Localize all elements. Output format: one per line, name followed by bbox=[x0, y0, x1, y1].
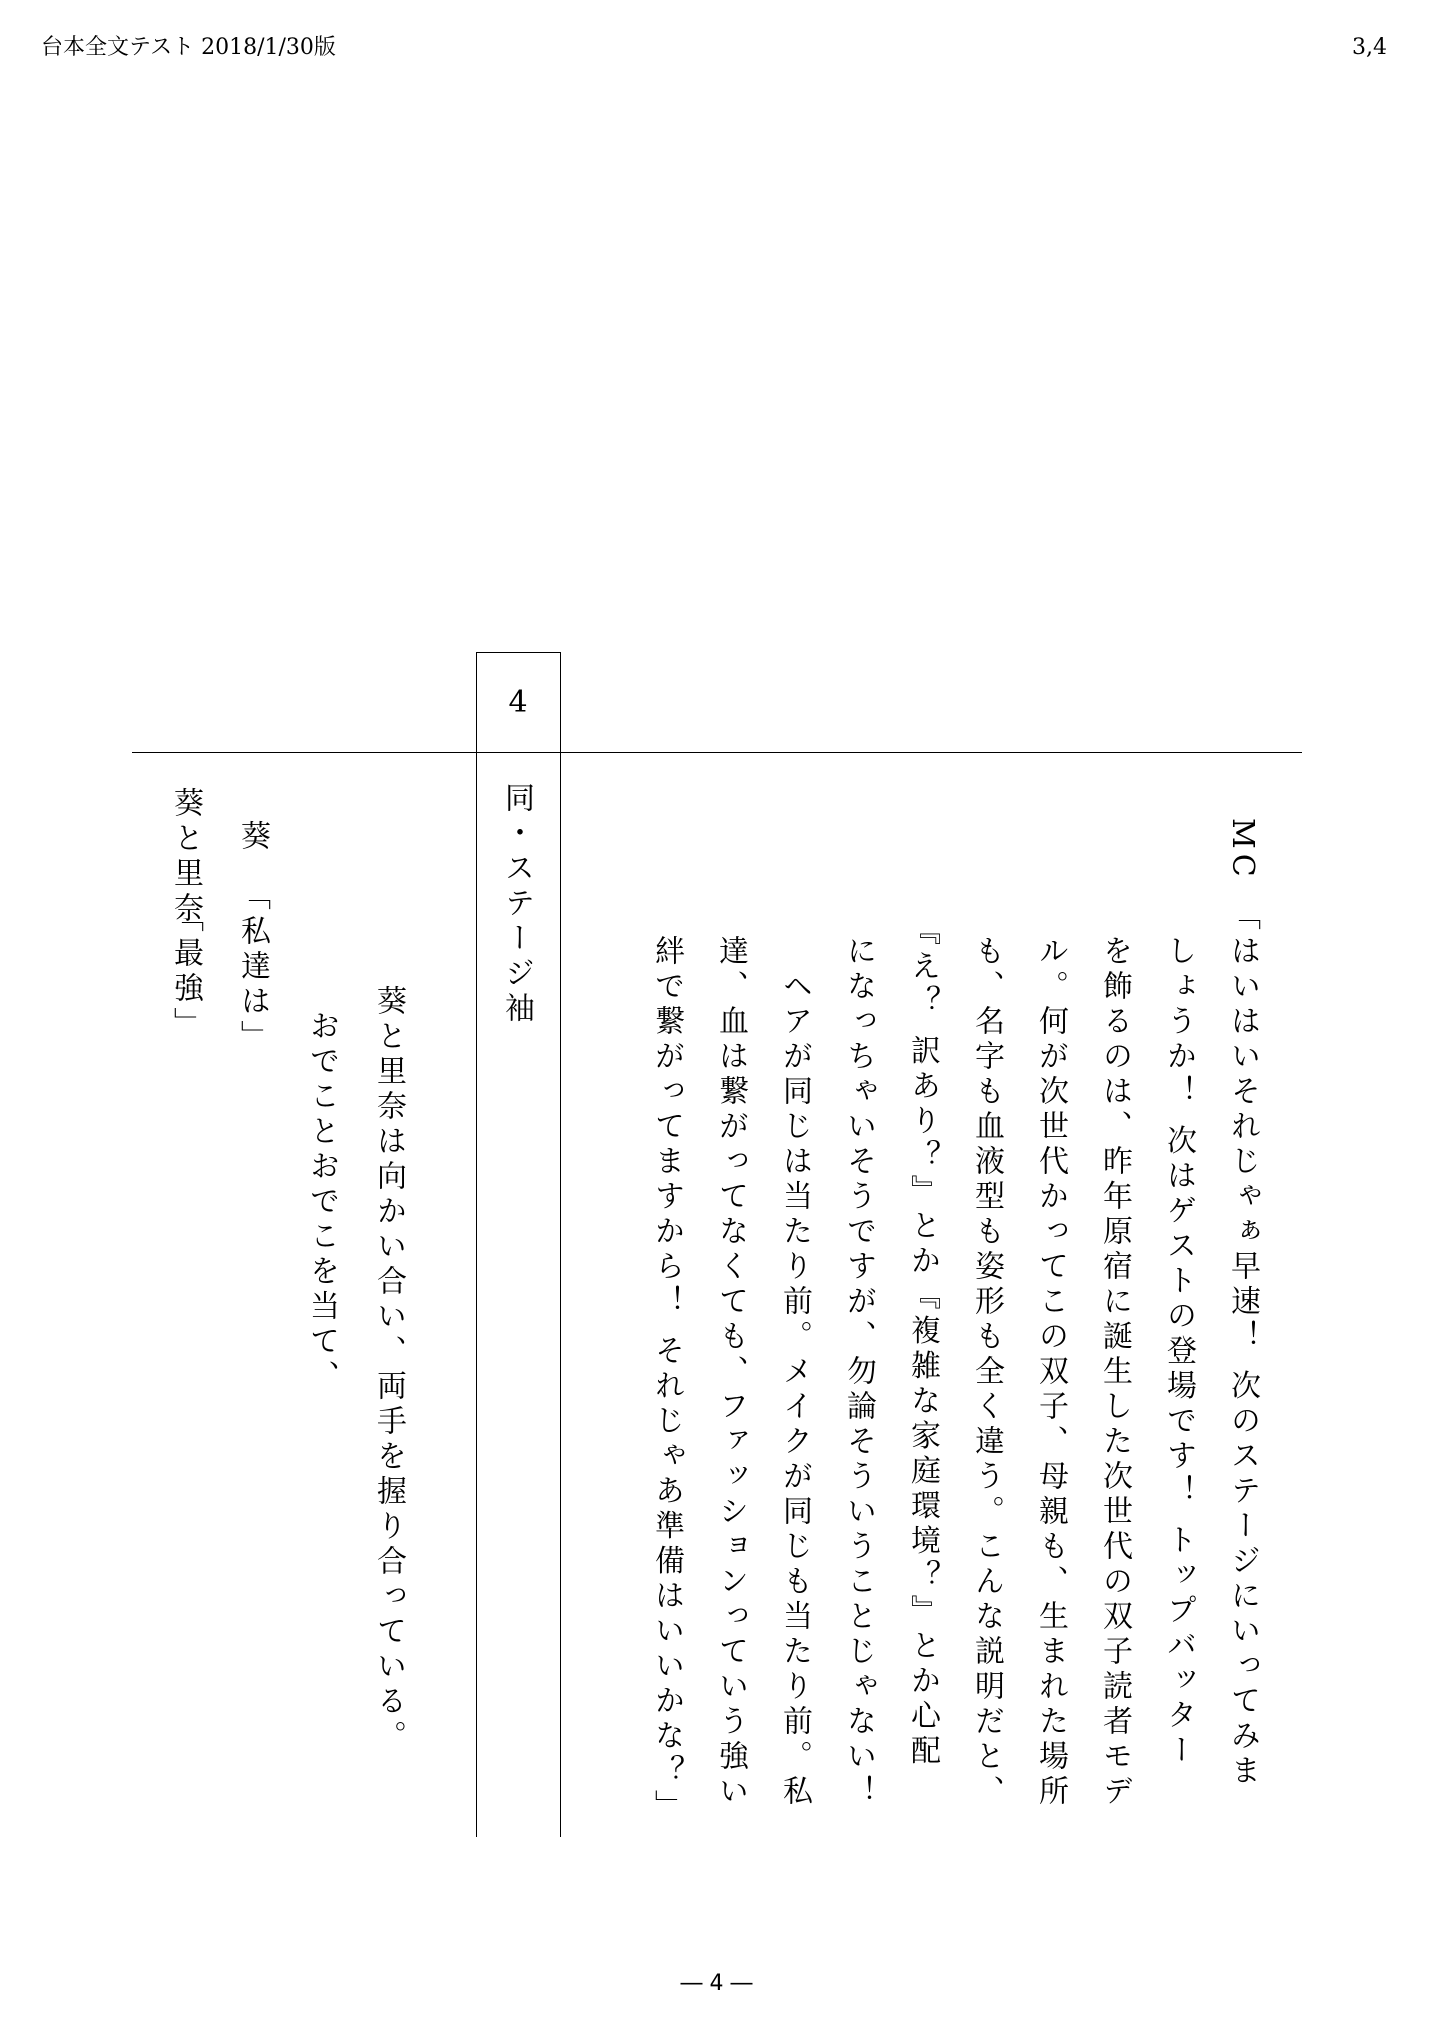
scene-column-right-rule bbox=[560, 652, 561, 1837]
aoi-rina-dialogue-line: 「最強」 bbox=[168, 902, 203, 1042]
mc-dialogue-line: を飾るのは、昨年原宿に誕生した次世代の双子読者モデ bbox=[1097, 935, 1132, 1810]
mc-dialogue-line: も、名字も血液型も姿形も全く違う。こんな説明だと、 bbox=[969, 935, 1004, 1810]
scene-heading: 同・ステージ袖 bbox=[499, 782, 534, 1027]
horizontal-rule bbox=[132, 752, 1302, 753]
stage-direction-line: おでことおでこを当て、 bbox=[304, 1010, 339, 1395]
page-reference: 3,4 bbox=[1352, 35, 1387, 60]
page-number: ― 4 ― bbox=[680, 1971, 753, 1996]
document-title: 台本全文テスト 2018/1/30版 bbox=[41, 35, 336, 60]
mc-dialogue-line: になっちゃいそうですが、勿論そういうことじゃない！ bbox=[841, 935, 876, 1810]
mc-dialogue-line: 絆で繋がってますから！ それじゃあ準備はいいかな？」 bbox=[649, 935, 684, 1825]
aoi-rina-speaker-label: 葵と里奈 bbox=[168, 787, 203, 927]
mc-dialogue-line: ヘアが同じは当たり前。メイクが同じも当たり前。私 bbox=[777, 970, 812, 1810]
mc-dialogue-line: しょうか！ 次はゲストの登場です！ トップバッター bbox=[1161, 935, 1196, 1770]
mc-dialogue-line: 達、血は繋がってなくても、ファッションっていう強い bbox=[713, 935, 748, 1810]
mc-dialogue-line: 「はいはいそれじゃぁ早速！ 次のステージにいってみま bbox=[1225, 900, 1260, 1790]
scene-column-left-rule bbox=[476, 652, 477, 1837]
mc-dialogue-line: ル。何が次世代かってこの双子、母親も、生まれた場所 bbox=[1033, 935, 1068, 1810]
stage-direction-line: 葵と里奈は向かい合い、両手を握り合っている。 bbox=[371, 985, 406, 1755]
mc-dialogue-line: 『え？ 訳あり？』とか『複雑な家庭環境？』とか心配 bbox=[905, 915, 940, 1770]
aoi-dialogue-line: 「私達は」 bbox=[235, 880, 270, 1055]
scene-number: 4 bbox=[508, 685, 528, 720]
scene-number-box-top bbox=[476, 652, 560, 653]
aoi-speaker-label: 葵 bbox=[235, 820, 270, 855]
mc-speaker-label: MC bbox=[1225, 818, 1260, 882]
